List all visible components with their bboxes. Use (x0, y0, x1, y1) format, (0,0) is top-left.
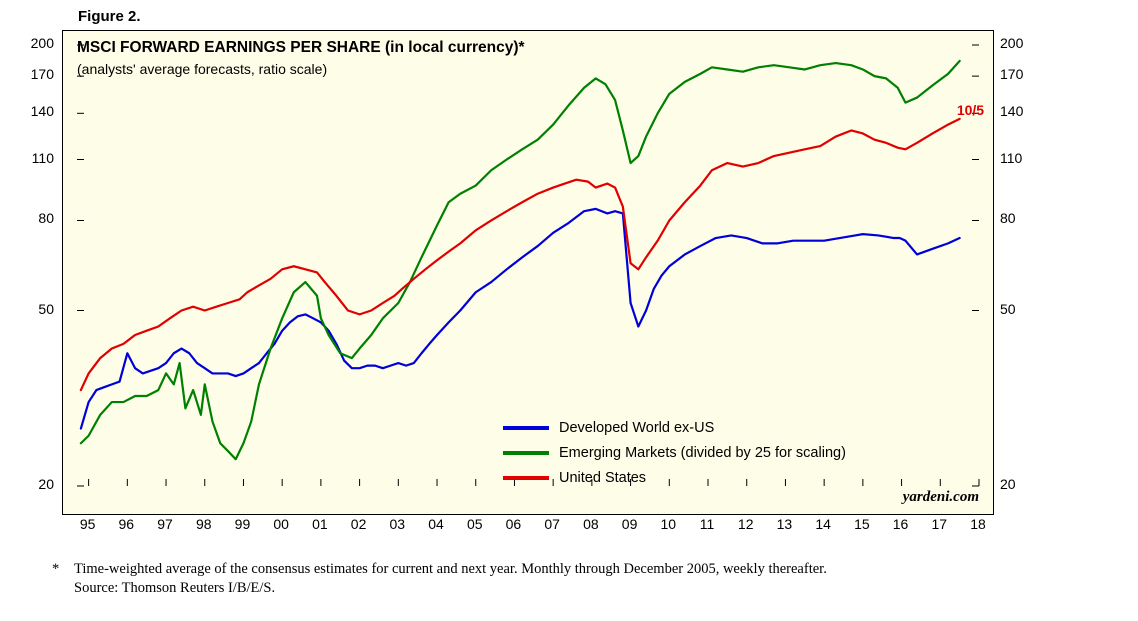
legend-item (503, 415, 846, 440)
y-axis-label-right: 80 (1000, 210, 1016, 227)
x-axis-label: 06 (505, 516, 522, 532)
legend-label: Developed World ex-US (559, 419, 715, 436)
y-axis-label-right: 170 (1000, 66, 1024, 83)
x-axis-label: 16 (892, 516, 909, 532)
x-axis-label: 95 (79, 516, 96, 532)
y-axis-label-right: 110 (1000, 149, 1023, 166)
legend-item (503, 465, 846, 490)
legend-swatch-developed (503, 426, 549, 430)
x-axis-label: 14 (815, 516, 831, 532)
footnote (52, 560, 1052, 598)
chart-annotation: 10/5 (956, 102, 985, 119)
x-axis-label: 04 (428, 516, 444, 532)
y-axis-label-left: 80 (38, 210, 54, 227)
x-axis-label: 96 (118, 516, 135, 532)
x-axis-label: 05 (466, 516, 483, 532)
x-axis-label: 98 (195, 516, 212, 532)
x-axis-label: 17 (931, 516, 948, 532)
footnote-marker: * (52, 561, 60, 577)
y-axis-label-left: 20 (38, 476, 54, 492)
chart-frame (62, 30, 994, 515)
legend-swatch-us (503, 476, 549, 480)
x-axis-label: 10 (660, 516, 677, 532)
series-line-2 (81, 119, 960, 390)
chart-legend (503, 415, 846, 490)
y-axis-label-right: 200 (1000, 35, 1024, 51)
x-axis-label: 97 (157, 516, 173, 532)
x-axis-label: 01 (312, 516, 328, 532)
x-axis-label: 00 (273, 516, 289, 532)
y-axis-label-right: 50 (1000, 300, 1016, 317)
x-axis-label: 08 (583, 516, 599, 532)
x-axis-label: 03 (389, 516, 406, 532)
legend-label: Emerging Markets (divided by 25 for scaling) (559, 444, 846, 461)
x-axis-label: 13 (776, 516, 793, 532)
legend-swatch-emerging (503, 451, 549, 455)
y-axis-label-left: 140 (30, 103, 54, 120)
x-axis-label: 12 (737, 516, 754, 532)
x-axis-label: 15 (854, 516, 870, 532)
watermark: yardeni.com (902, 489, 979, 505)
footnote-line-2: Source: Thomson Reuters I/B/E/S. (74, 580, 276, 597)
legend-item (503, 440, 846, 465)
x-axis-label: 99 (234, 516, 251, 532)
x-axis-label: 07 (544, 516, 560, 532)
x-axis-label: 18 (970, 516, 986, 532)
y-axis-label-left: 110 (31, 149, 54, 166)
figure-label: Figure 2. (78, 8, 141, 25)
x-axis-label: 11 (699, 516, 715, 532)
y-axis-label-right: 20 (1000, 476, 1016, 492)
chart-title: MSCI FORWARD EARNINGS PER SHARE (in local currency)* (77, 39, 525, 56)
y-axis-label-right: 140 (1000, 103, 1024, 120)
legend-label: United States (559, 469, 647, 486)
y-axis-label-left: 200 (30, 35, 54, 51)
chart-subtitle: (analysts' average forecasts, ratio scale) (77, 61, 328, 77)
y-axis-label-left: 50 (38, 300, 54, 317)
x-axis-label: 02 (350, 516, 367, 532)
x-axis-label: 09 (621, 516, 638, 532)
y-axis-label-left: 170 (30, 66, 54, 83)
series-line-0 (81, 209, 960, 429)
footnote-line-1: Time-weighted average of the consensus estimates for current and next year. Monthly through December 2005, weekly thereafter. (74, 561, 827, 577)
